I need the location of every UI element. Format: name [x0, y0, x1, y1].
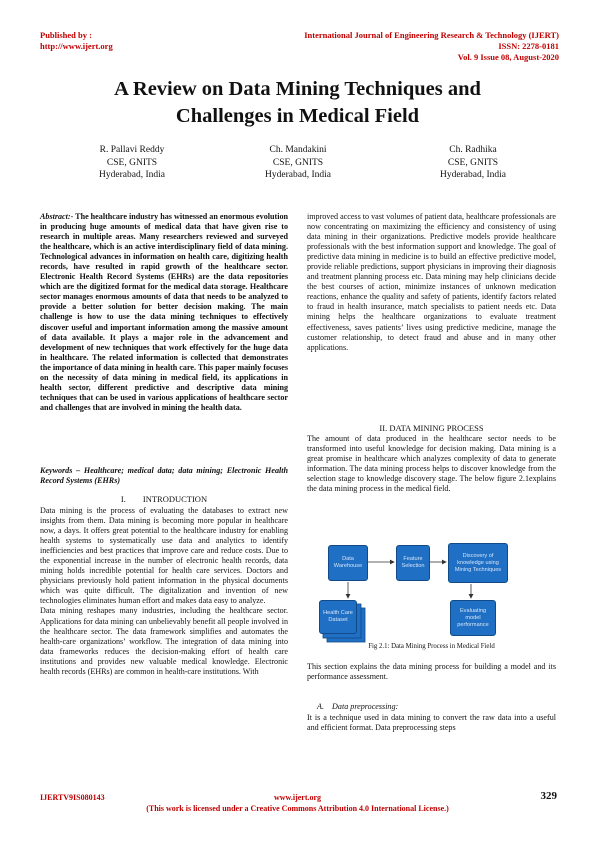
- abstract-label: Abstract:-: [40, 212, 74, 221]
- issn: ISSN: 2278-0181: [498, 41, 559, 51]
- author-name: Ch. Radhika: [449, 145, 497, 155]
- right-column: [307, 212, 556, 353]
- abstract-text: The healthcare industry has witnessed an enormous evolution in producing huge amounts of medical data that have given rise to research in multiple areas. Many researchers reviewed and surveyed the healthcare, which is an active interdisciplinary field of data mining. Technological advances in information on health care, digitizing health records, have resulted in rapid growth of the healthcare sector. Electronic Health Record Systems (EHRs) are the data repositories which are the digitized format for the medical data storage. Healthcare sector manages enormous amounts of data that needs to be analyzed to provide a better solution for better decision making. The main challenge is how to use the data mining techniques to effectively discover useful and important information among the massive amount of data available. It plays a major role in the advancement and development of new techniques that work effectively for the huge data in healthcare. The related information is collected that demonstrates the importance of data mining in health care. This paper mainly focuses on the necessity of data mining in medical field, its applications in health sector, different predictive and descriptive data mining techniques that can be used in various applications of healthcare sector and challenges that are involved in mining the health data.: [40, 212, 288, 412]
- paper-title: [60, 76, 535, 130]
- introduction-body: [40, 506, 288, 677]
- title-line-1: A Review on Data Mining Techniques and: [114, 78, 481, 100]
- author-location: Hyderabad, India: [265, 170, 331, 180]
- intro-paragraph-3: improved access to vast volumes of patient data, healthcare professionals are now concentrating on maximizing the efficiency and consistency of using data mining in their organizations. Predictive models provide healthcare professionals with the best information support and knowledge. The goal of predictive data mining in medicine is to build an effective predictive model, provide reliable predictions, support physicians in improving their diagnosis and treatment planning process etc. Data mining may help clinicians decide the best courses of action, minimize instances of unknown medication reactions, enhance the quality and safety of patients, identify factors related to fraud in health insurance, match specialists to patient needs etc. Data mining helps the healthcare organizations to evaluate treatment effectiveness, saves patients’ lives using predictive medicine, manage the customer relationship, to detect fraud and abuse and in many other applications.: [307, 212, 556, 352]
- abstract: [40, 212, 288, 413]
- health-care-dataset-box: Health Care Dataset: [319, 600, 357, 634]
- author-location: Hyderabad, India: [440, 170, 506, 180]
- data-warehouse-box: Data Warehouse: [328, 545, 368, 581]
- keywords: Keywords – Healthcare; medical data; data mining; Electronic Health Record Systems (EHRs): [40, 466, 288, 486]
- feature-selection-box: Feature Selection: [396, 545, 430, 581]
- author-name: Ch. Mandakini: [269, 145, 327, 155]
- author-1: [52, 144, 212, 182]
- dm-paragraph-3: It is a technique used in data mining to convert the raw data into a useful and efficient format. Data preprocessing steps: [307, 713, 556, 733]
- evaluating-model-box: Evaluating model performance: [450, 600, 496, 636]
- figure-2-1: [318, 540, 548, 644]
- author-location: Hyderabad, India: [99, 170, 165, 180]
- intro-paragraph-1: Data mining is the process of evaluating the databases to extract new insights from them. Data mining is becoming more popular in healthcare now, a days. It offers great potential to the healthcare industry for enabling health systems to systematically use data and analytics to identify inefficiencies and best practices that improve care and reduce costs. Due to the exponential increase in the number of electronic health records, data mining holds incredible potential for health care services. Doctors and physicians previously hold patient information in the physical documents which was quite difficult. The digitalization and invention of new technologies eliminates human effort and makes data easy to analyze.: [40, 506, 288, 606]
- footer-url[interactable]: www.ijert.org: [273, 793, 322, 802]
- author-name: R. Pallavi Reddy: [99, 145, 165, 155]
- published-by: Published by :: [40, 30, 92, 40]
- volume-issue: Vol. 9 Issue 08, August-2020: [457, 52, 559, 62]
- journal-name: International Journal of Engineering Research & Technology (IJERT): [304, 30, 559, 40]
- dm-paragraph-2: This section explains the data mining process for building a model and its performance assessment.: [307, 662, 556, 682]
- header-url[interactable]: http://www.ijert.org: [40, 41, 113, 51]
- author-dept: CSE, GNITS: [272, 157, 324, 168]
- page-number: 329: [540, 790, 557, 802]
- section-2-heading: II. DATA MINING PROCESS: [379, 423, 484, 433]
- author-3: [393, 144, 553, 182]
- author-2: [218, 144, 378, 182]
- paper-id: IJERTV9IS080143: [40, 793, 105, 802]
- intro-paragraph-2: Data mining reshapes many industries, including the healthcare sector. Applications for data mining can unbelievably benefit all people involved in the healthcare sector. The data framework simplifies and automates the health-care organizations’ workflow. The integration of data mining into data frameworks reduces the decision-making effort of health care institutions and provides new valuable medical knowledge. Electronic health records (EHRs) are common in health-care institutions. With: [40, 606, 288, 676]
- author-dept: CSE, GNITS: [106, 157, 158, 168]
- dm-paragraph-1: The amount of data produced in the healthcare sector needs to be transformed into useful knowledge for decision making. Data mining is a great promise in healthcare which analyzes complexity of data to generate information. The data mining process helps to discover knowledge from the selection stage to knowledge discovery stage. The below figure 2.1explains the data mining process in the medical field.: [307, 434, 556, 494]
- intro-heading: I. INTRODUCTION: [120, 494, 208, 504]
- title-line-2: Challenges in Medical Field: [175, 105, 420, 127]
- license-note: (This work is licensed under a Creative Commons Attribution 4.0 International License.): [146, 804, 449, 813]
- author-dept: CSE, GNITS: [447, 157, 499, 168]
- knowledge-discovery-box: Discovery of knowledge using Mining Techniques: [448, 543, 508, 583]
- figure-caption: Fig 2.1: Data Mining Process in Medical Field: [368, 643, 495, 650]
- subsection-a-heading: A. Data preprocessing:: [317, 702, 399, 711]
